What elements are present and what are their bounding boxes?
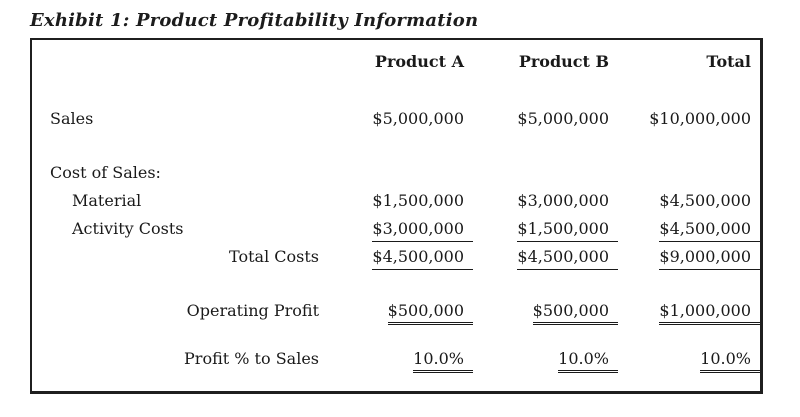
- underlined-value: $1,500,000: [517, 217, 618, 242]
- underlined-value: $3,000,000: [372, 217, 473, 242]
- table-header-row: [32, 48, 751, 76]
- underlined-value: $9,000,000: [659, 245, 760, 270]
- double-underlined-value: $500,000: [533, 299, 618, 325]
- header-spacer: [32, 48, 319, 76]
- table-row-activity-costs: [32, 215, 751, 243]
- cell-total: [609, 159, 751, 187]
- cell-product-a: [319, 297, 464, 325]
- table-row-material: [32, 187, 751, 215]
- cell-total: [609, 345, 751, 373]
- cell-product-a: $5,000,000: [372, 109, 464, 128]
- double-underlined-value: 10.0%: [413, 347, 473, 373]
- double-underlined-value: 10.0%: [558, 347, 618, 373]
- row-label: Activity Costs: [72, 219, 184, 238]
- double-underlined-value: $1,000,000: [659, 299, 760, 325]
- cell-total: [609, 243, 751, 271]
- cell-product-a: [319, 345, 464, 373]
- row-label: Cost of Sales:: [50, 163, 161, 182]
- column-header-total: Total: [706, 52, 751, 71]
- underlined-value: $4,500,000: [372, 245, 473, 270]
- cell-product-a: $1,500,000: [372, 191, 464, 210]
- row-label: Material: [72, 191, 142, 210]
- row-label: Sales: [50, 109, 94, 128]
- column-header-product-b: Product B: [518, 52, 609, 71]
- underlined-value: $4,500,000: [517, 245, 618, 270]
- column-header-product-a: Product A: [374, 52, 464, 71]
- double-underlined-value: $500,000: [388, 299, 473, 325]
- row-label: Operating Profit: [186, 301, 319, 320]
- cell-total: [609, 297, 751, 325]
- cell-total: $4,500,000: [659, 191, 751, 210]
- table-row-total-costs: [32, 243, 751, 271]
- cell-product-b: [464, 345, 609, 373]
- cell-total: [609, 215, 751, 243]
- cell-product-a: [319, 159, 464, 187]
- cell-product-a: [319, 215, 464, 243]
- cell-product-b: [464, 243, 609, 271]
- page: [0, 10, 800, 417]
- row-label: Profit % to Sales: [184, 349, 319, 368]
- table-row-sales: [32, 105, 751, 133]
- table-row-profit-percent: [32, 345, 751, 373]
- exhibit-table: [30, 38, 763, 394]
- table-row-operating-profit: [32, 297, 751, 325]
- double-underlined-value: 10.0%: [700, 347, 760, 373]
- cell-total: $10,000,000: [649, 109, 751, 128]
- exhibit-title: Exhibit 1: Product Profitability Information: [30, 10, 479, 31]
- cell-product-b: $3,000,000: [517, 191, 609, 210]
- row-label: Total Costs: [229, 247, 319, 266]
- cell-product-b: [464, 215, 609, 243]
- underlined-value: $4,500,000: [659, 217, 760, 242]
- cell-product-a: [319, 243, 464, 271]
- table-row-cost-of-sales: [32, 159, 751, 187]
- cell-product-b: [464, 297, 609, 325]
- cell-product-b: [464, 159, 609, 187]
- cell-product-b: $5,000,000: [517, 109, 609, 128]
